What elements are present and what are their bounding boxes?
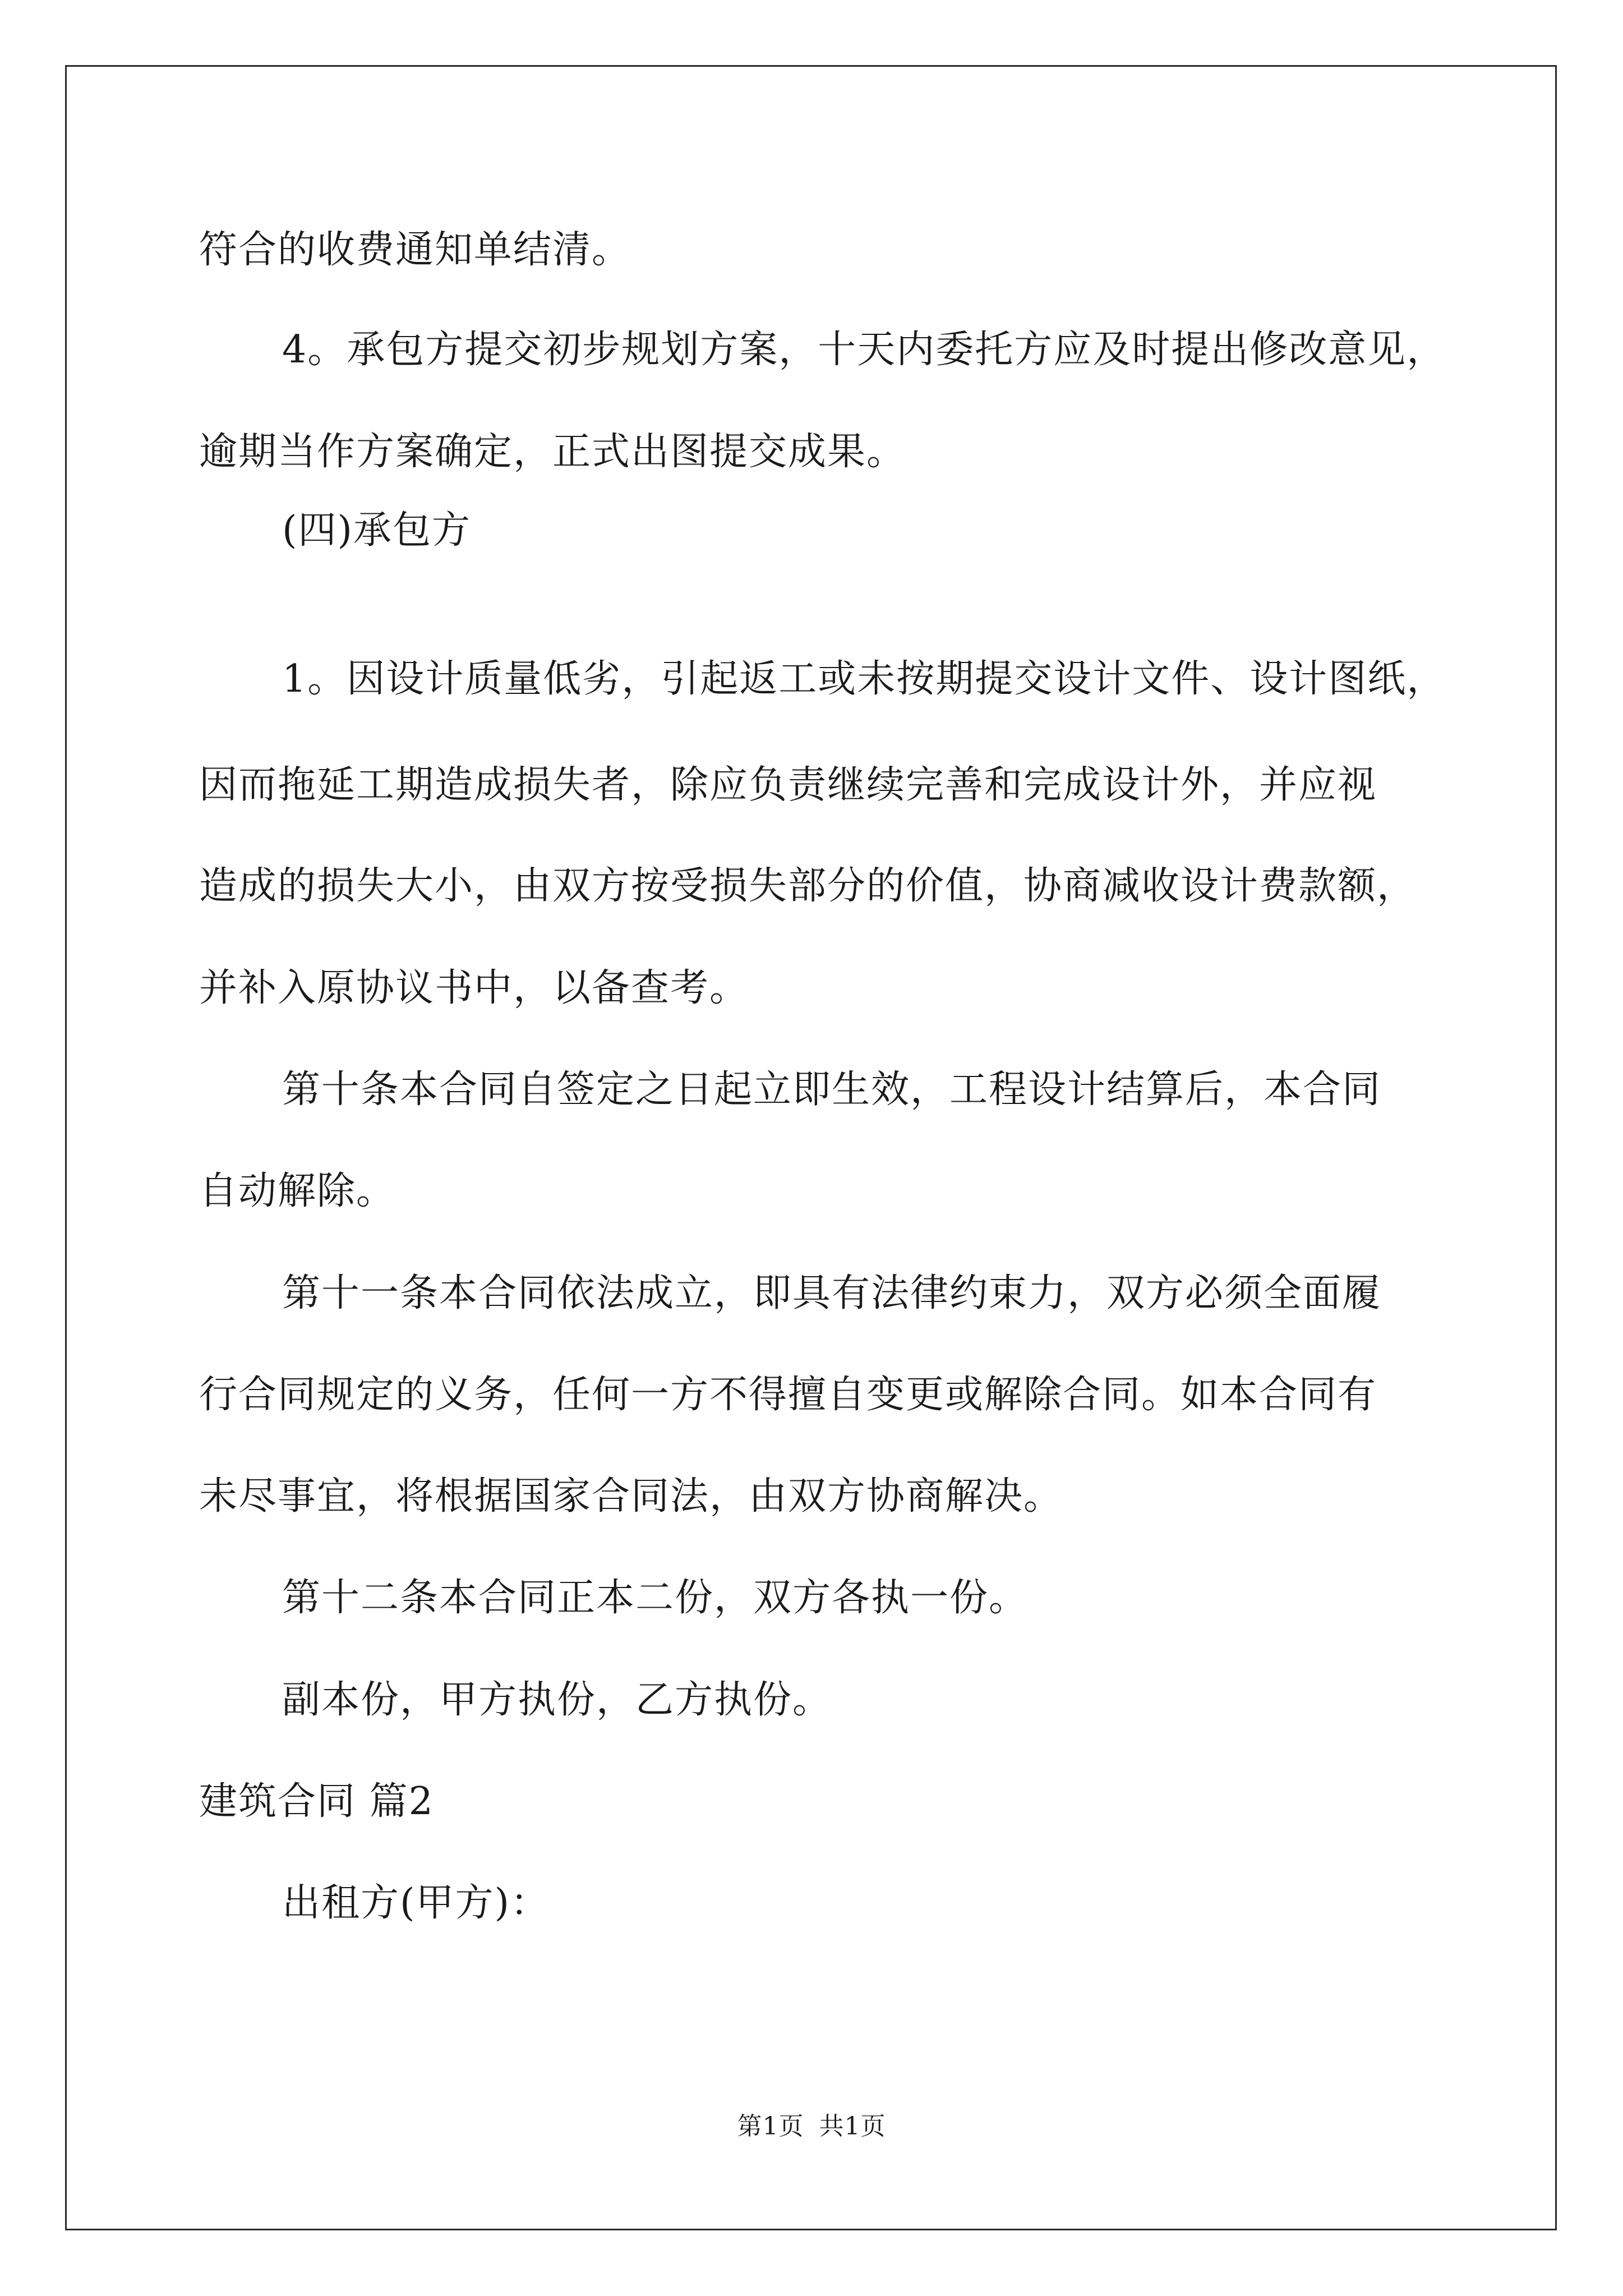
page-footer xyxy=(0,2112,1623,2141)
text-line-13: 未尽事宜，将根据国家合同法，由双方协商解决。 xyxy=(199,1474,1063,1519)
text-line-1: 符合的收费通知单结清。 xyxy=(199,228,631,272)
text-line-15: 副本份，甲方执份，乙方执份。 xyxy=(282,1678,832,1722)
text-line-8: 并补入原协议书中，以备查考。 xyxy=(199,966,749,1010)
page-total: 共1页 xyxy=(819,2112,886,2141)
text-line-14: 第十二条本合同正本二份，双方各执一份。 xyxy=(282,1576,1029,1620)
text-line-10: 自动解除。 xyxy=(199,1169,396,1213)
text-line-4: (四)承包方 xyxy=(282,508,472,553)
text-line-11: 第十一条本合同依法成立，即具有法律约束力，双方必须全面履 xyxy=(282,1271,1382,1315)
text-line-5: 1。因设计质量低劣，引起返工或未按期提交设计文件、设计图纸， xyxy=(282,657,1446,701)
text-line-9: 第十条本合同自签定之日起立即生效，工程设计结算后，本合同 xyxy=(282,1068,1382,1112)
text-line-17: 出租方(甲方)： xyxy=(282,1881,550,1925)
text-line-3: 逾期当作方案确定，正式出图提交成果。 xyxy=(199,430,906,474)
section-heading: 建筑合同 篇2 xyxy=(199,1779,434,1824)
text-line-7: 造成的损失大小，由双方按受损失部分的价值，协商减收设计费款额， xyxy=(199,864,1417,908)
text-line-12: 行合同规定的义务，任何一方不得擅自变更或解除合同。如本合同有 xyxy=(199,1373,1377,1417)
page-number: 第1页 xyxy=(737,2112,804,2141)
text-line-6: 因而拖延工期造成损失者，除应负责继续完善和完成设计外，并应视 xyxy=(199,763,1377,807)
text-line-2: 4。承包方提交初步规划方案，十天内委托方应及时提出修改意见， xyxy=(282,328,1446,372)
